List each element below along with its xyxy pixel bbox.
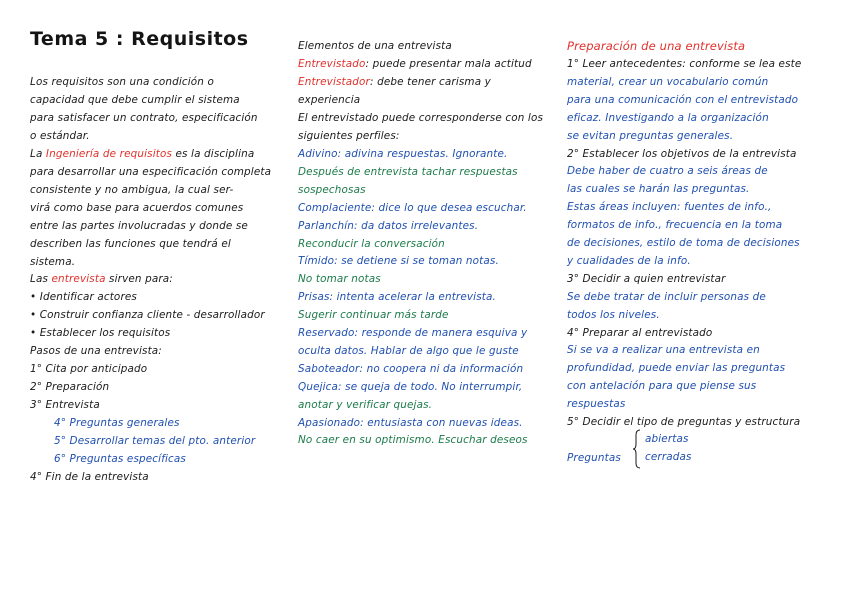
preparacion-line: formatos de info., frecuencia en la toma xyxy=(567,219,783,232)
profile-line: Complaciente: dice lo que desea escuchar. xyxy=(298,201,527,214)
preparacion-line: Si se va a realizar una entrevista en xyxy=(567,344,760,357)
profile-line: No tomar notas xyxy=(298,273,381,286)
intro-line: Los requisitos son una condición o xyxy=(30,76,214,88)
elemento-line: experiencia xyxy=(298,94,361,106)
text: : debe tener carisma y xyxy=(369,76,491,88)
entrevistador-term: Entrevistador xyxy=(298,76,370,88)
ingenieria-line xyxy=(30,147,254,161)
profile-line: Prisas: intenta acelerar la entrevista. xyxy=(298,291,496,304)
text: sirven para: xyxy=(105,273,173,285)
intro-line: o estándar. xyxy=(30,130,90,142)
paso-item: 3° Entrevista xyxy=(30,399,100,411)
preparacion-line: 3° Decidir a quien entrevistar xyxy=(567,272,726,285)
text: La xyxy=(30,148,46,160)
ingenieria-line: sistema. xyxy=(30,256,76,268)
preparacion-line: 1° Leer antecedentes: conforme se lea este xyxy=(567,58,802,70)
preparacion-line: todos los niveles. xyxy=(567,308,660,321)
preparacion-line: se evitan preguntas generales. xyxy=(567,129,734,142)
preparacion-line: y cualidades de la info. xyxy=(567,254,691,267)
text: Las xyxy=(30,273,52,285)
ingenieria-line: consistente y no ambigua, la cual ser- xyxy=(30,184,234,196)
profile-line: sospechosas xyxy=(298,183,366,196)
ingenieria-line: para desarrollar una especificación completa xyxy=(30,166,272,178)
ingenieria-line: describen las funciones que tendrá el xyxy=(30,238,231,250)
brace-icon xyxy=(632,429,642,469)
elementos-heading: Elementos de una entrevista xyxy=(298,40,452,52)
preparacion-line: 5° Decidir el tipo de preguntas y estructura xyxy=(567,416,801,428)
profile-line: Reconducir la conversación xyxy=(298,237,445,250)
bullet-item: • Establecer los requisitos xyxy=(30,327,171,339)
preguntas-label: Preguntas xyxy=(567,452,621,464)
profile-line: Parlanchín: da datos irrelevantes. xyxy=(298,219,479,232)
profile-line: Reservado: responde de manera esquiva y xyxy=(298,327,528,339)
text: : puede presentar mala actitud xyxy=(365,58,532,70)
preparacion-line: 2° Establecer los objetivos de la entrevista xyxy=(567,147,797,160)
ingenieria-line: virá como base para acuerdos comunes xyxy=(30,202,244,214)
intro-line: capacidad que debe cumplir el sistema xyxy=(30,94,240,106)
perfiles-intro: El entrevistado puede corresponderse con los xyxy=(298,112,544,124)
pasos-title: Pasos de una entrevista: xyxy=(30,345,162,357)
entrevista-line xyxy=(30,272,173,286)
preparacion-line: las cuales se harán las preguntas. xyxy=(567,183,750,196)
pregunta-type: abiertas xyxy=(645,433,689,445)
subpaso-item: 6° Preguntas específicas xyxy=(54,453,186,465)
entrevistado-term: Entrevistado xyxy=(298,58,366,70)
preparacion-line: con antelación para que piense sus xyxy=(567,380,757,393)
preparacion-line: de decisiones, estilo de toma de decisiones xyxy=(567,237,800,249)
preparacion-line: eficaz. Investigando a la organización xyxy=(567,111,769,124)
profile-line: Quejica: se queja de todo. No interrumpir, xyxy=(298,380,523,393)
profile-line: No caer en su optimismo. Escuchar deseos xyxy=(298,434,528,447)
profile-line: Adivino: adivina respuestas. Ignorante. xyxy=(298,148,508,160)
paso-item: 4° Fin de la entrevista xyxy=(30,471,149,483)
preparacion-line: para una comunicación con el entrevistado xyxy=(567,93,799,106)
profile-line: Sugerir continuar más tarde xyxy=(298,309,449,322)
perfiles-intro: siguientes perfiles: xyxy=(298,130,400,142)
profile-line: anotar y verificar quejas. xyxy=(298,398,433,411)
pregunta-type: cerradas xyxy=(645,451,692,463)
paso-item: 1° Cita por anticipado xyxy=(30,363,148,375)
elemento-line xyxy=(298,75,491,89)
profile-line: Apasionado: entusiasta con nuevas ideas. xyxy=(298,416,523,429)
preparacion-line: Debe haber de cuatro a seis áreas de xyxy=(567,165,768,178)
preparacion-line: Estas áreas incluyen: fuentes de info., xyxy=(567,201,772,214)
entrevista-term: entrevista xyxy=(51,273,106,285)
ingenieria-term: Ingeniería de requisitos xyxy=(45,148,173,160)
preparacion-line: profundidad, puede enviar las preguntas xyxy=(567,362,786,375)
profile-line: Saboteador: no coopera ni da información xyxy=(298,362,524,375)
ingenieria-line: entre las partes involucradas y donde se xyxy=(30,220,248,232)
preparacion-heading: Preparación de una entrevista xyxy=(567,39,746,53)
profile-line: Tímido: se detiene si se toman notas. xyxy=(298,255,499,268)
profile-line: Después de entrevista tachar respuestas xyxy=(298,165,518,178)
elemento-line xyxy=(298,57,532,71)
subpaso-item: 4° Preguntas generales xyxy=(54,417,180,429)
paso-item: 2° Preparación xyxy=(30,381,110,393)
preparacion-line: respuestas xyxy=(567,398,626,411)
text: es la disciplina xyxy=(172,148,255,160)
subpaso-item: 5° Desarrollar temas del pto. anterior xyxy=(54,435,256,447)
intro-line: para satisfacer un contrato, especificación xyxy=(30,112,258,124)
preparacion-line: material, crear un vocabulario común xyxy=(567,75,769,88)
page-title: Tema 5 : Requisitos xyxy=(30,28,249,50)
profile-line: oculta datos. Hablar de algo que le guste xyxy=(298,344,519,357)
preparacion-line: 4° Preparar al entrevistado xyxy=(567,326,713,339)
preparacion-line: Se debe tratar de incluir personas de xyxy=(567,290,766,303)
bullet-item: • Identificar actores xyxy=(30,291,137,303)
bullet-item: • Construir confianza cliente - desarrollador xyxy=(30,309,265,321)
